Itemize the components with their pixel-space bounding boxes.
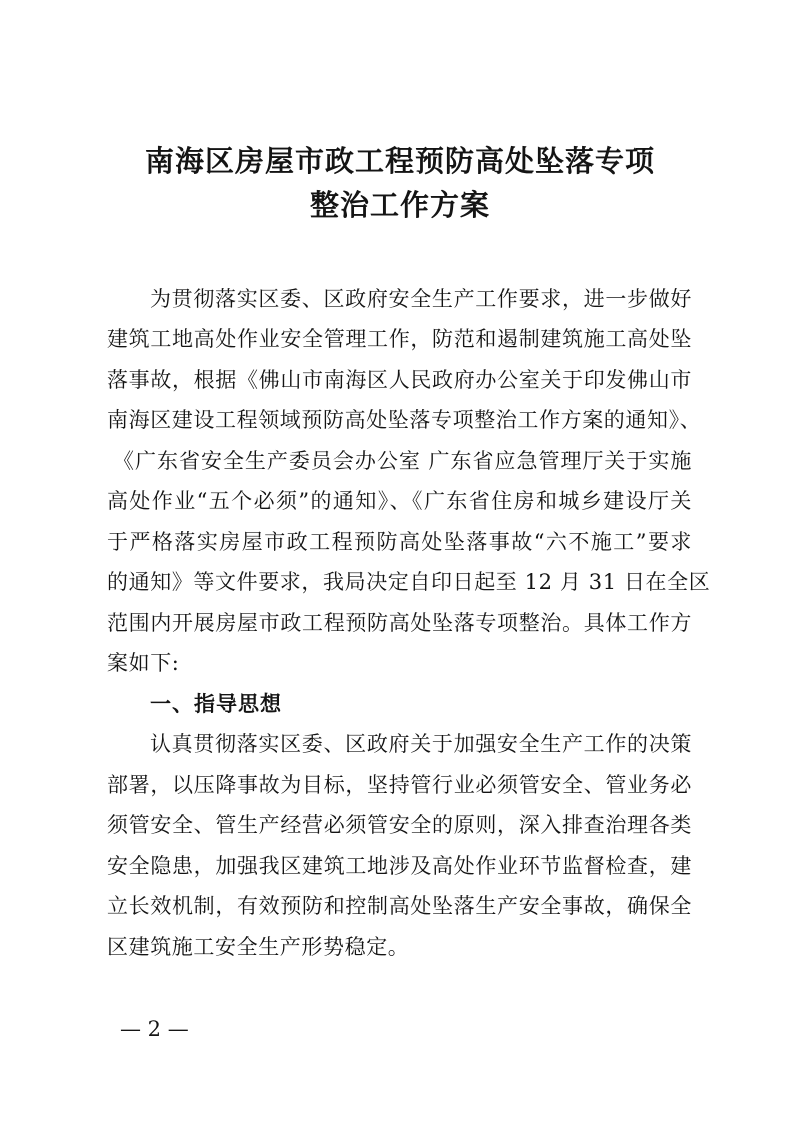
- paragraph-line: 范围内开展房屋市政工程预防高处坠落专项整治。具体工作方: [107, 611, 692, 635]
- paragraph-line: 安全隐患，加强我区建筑工地涉及高处作业环节监督检查，建: [107, 854, 692, 878]
- paragraph-line: 认真贯彻落实区委、区政府关于加强安全生产工作的决策: [150, 732, 692, 756]
- paragraph-line: 部署，以压降事故为目标，坚持管行业必须管安全、管业务必: [107, 773, 692, 797]
- paragraph-line: 南海区建设工程领域预防高处坠落专项整治工作方案的通知》、: [107, 408, 702, 432]
- paragraph-line: 为贯彻落实区委、区政府安全生产工作要求，进一步做好: [150, 287, 692, 311]
- paragraph-line: 《广东省安全生产委员会办公室 广东省应急管理厅关于实施: [113, 449, 692, 473]
- paragraph-line: 立长效机制，有效预防和控制高处坠落生产安全事故，确保全: [107, 894, 692, 918]
- paragraph-line: 高处作业“五个必须”的通知》、《广东省住房和城乡建设厅关: [107, 489, 692, 513]
- paragraph-line: 须管安全、管生产经营必须管安全的原则，深入排查治理各类: [107, 813, 692, 837]
- paragraph-line: 建筑工地高处作业安全管理工作，防范和遏制建筑施工高处坠: [107, 327, 692, 351]
- paragraph-line: 区建筑施工安全生产形势稳定。: [107, 935, 410, 959]
- paragraph-line: 落事故，根据《佛山市南海区人民政府办公室关于印发佛山市: [107, 368, 692, 392]
- paragraph-line: 的通知》等文件要求，我局决定自印日起至 12 月 31 日在全区: [107, 570, 711, 594]
- document-title-line-2: 整治工作方案: [309, 188, 490, 222]
- paragraph-line: 案如下:: [107, 651, 180, 675]
- section-heading: 一、指导思想: [150, 692, 282, 716]
- paragraph-line: 于严格落实房屋市政工程预防高处坠落事故“六不施工”要求: [107, 530, 692, 554]
- page-number: — 2 —: [120, 1017, 189, 1041]
- document-title-line-1: 南海区房屋市政工程预防高处坠落专项: [144, 144, 655, 178]
